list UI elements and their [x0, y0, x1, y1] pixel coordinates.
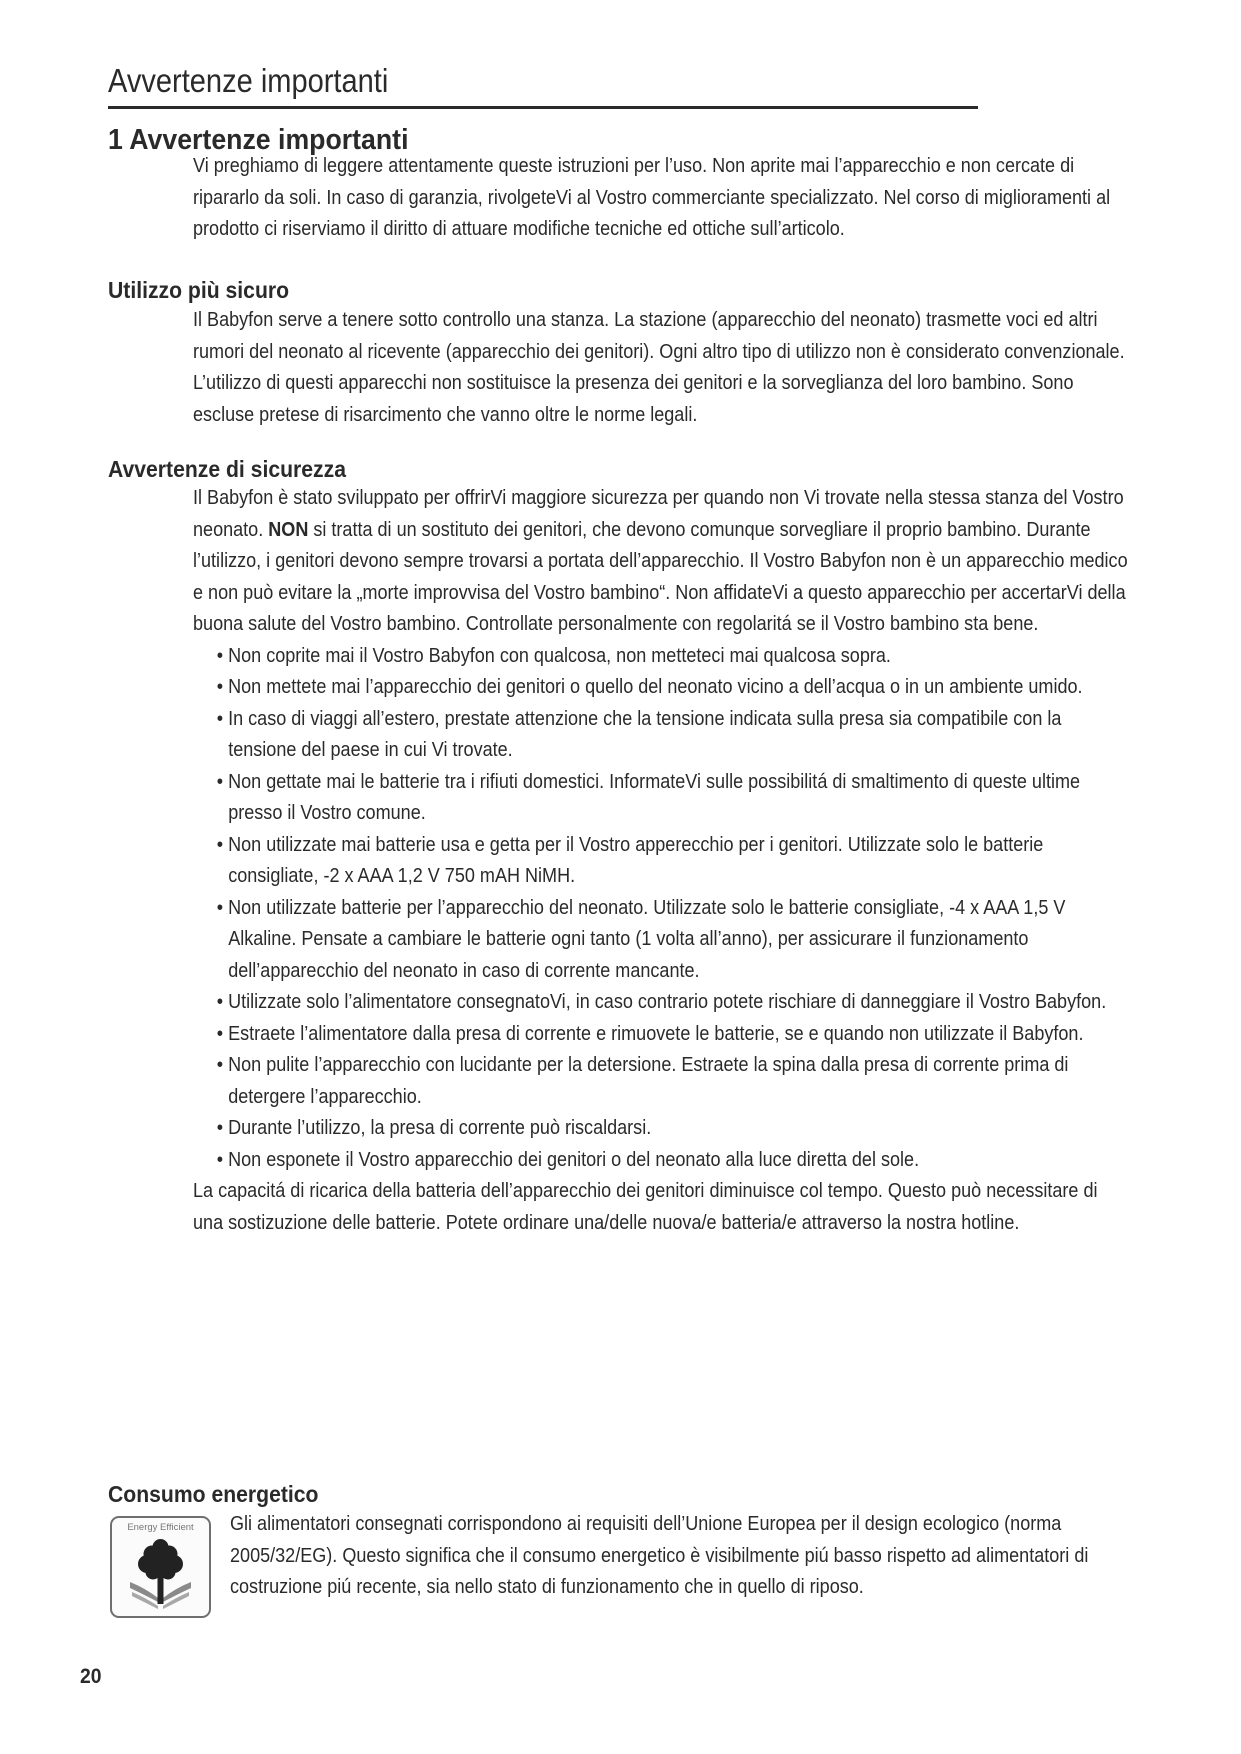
- safety-intro-before: Il Babyfon è stato sviluppato per offrirVi maggiore sicurezza per quando non Vi trovate nella stessa stanza del Vostro neonato.: [193, 486, 1124, 541]
- list-item: • Non esponete il Vostro apparecchio dei genitori o del neonato alla luce diretta del sole.: [193, 1144, 1130, 1176]
- safe-use-text: Il Babyfon serve a tenere sotto controllo una stanza. La stazione (apparecchio del neonato) trasmette voci ed altri rumori del neonato al ricevente (apparecchio dei genitori). Ogni altro tipo di utilizzo non è considerato convenzionale. L’utilizzo di questi apparecchi non sostituisce la presenza dei genitori e la sorveglianza del loro bambino. Sono escluse pretese di risarcimento che vanno oltre le norme legali.: [193, 308, 1125, 426]
- list-item: • Non coprite mai il Vostro Babyfon con qualcosa, non metteteci mai qualcosa sopra.: [193, 640, 1130, 672]
- energy-efficient-badge: [110, 1516, 211, 1618]
- safety-block: [193, 482, 1193, 1238]
- section-title-energy: Consumo energetico: [108, 1481, 319, 1507]
- safe-use-paragraph: [193, 304, 1193, 430]
- safety-outro-paragraph: La capacitá di ricarica della batteria dell’apparecchio dei genitori diminuisce col tempo. Questo può necessitare di una sostizuzione delle batterie. Potete ordinare una/delle nuova/e batteria/e attraverso la nostra hotline.: [193, 1179, 1098, 1234]
- list-item: • In caso di viaggi all’estero, prestate attenzione che la tensione indicata sulla presa sia compatibile con la tensione del paese in cui Vi trovate.: [193, 703, 1130, 766]
- safety-intro-paragraph: [193, 482, 1130, 640]
- page-number: 20: [80, 1665, 102, 1688]
- safety-bullet-list: [193, 640, 1130, 1176]
- list-item: • Non pulite l’apparecchio con lucidante per la detersione. Estraete la spina dalla presa di corrente prima di detergere l’apparecchio.: [193, 1049, 1130, 1112]
- chapter-title: 1 Avvertenze importanti: [108, 124, 409, 156]
- list-item: • Non mettete mai l’apparecchio dei genitori o quello del neonato vicino a dell’acqua o in un ambiente umido.: [193, 671, 1130, 703]
- energy-badge-label: Energy Efficient: [127, 1522, 194, 1533]
- energy-text: Gli alimentatori consegnati corrispondono ai requisiti dell’Unione Europea per il design ecologico (norma 2005/32/EG). Questo significa che il consumo energetico è visibilmente piú basso rispetto ad alimentatori di costruzione piú recente, sia nello stato di funzionamento che in quello di riposo.: [230, 1512, 1089, 1598]
- list-item: • Non utilizzate mai batterie usa e getta per il Vostro apperecchio per i genitori. Utilizzate solo le batterie consigliate, -2 x AAA 1,2 V 750 mAH NiMH.: [193, 829, 1130, 892]
- list-item: • Non gettate mai le batterie tra i rifiuti domestici. InformateVi sulle possibilitá di smaltimento di queste ultime presso il Vostro comune.: [193, 766, 1130, 829]
- tree-leaf-icon: [125, 1538, 196, 1612]
- safety-intro-after: si tratta di un sostituto dei genitori, che devono comunque sorvegliare il proprio bambino. Durante l’utilizzo, i genitori devono sempre trovarsi a portata dell’apparecchio. Il Vostro Babyfon non è un apparecchio medico e non può evitare la „morte improvvisa del Vostro bambino“. Non affidateVi a questo apparecchio per accertarVi della buona salute del Vostro bambino. Controllate personalmente con regolaritá se il Vostro bambino sta bene.: [193, 517, 1128, 635]
- section-title-safety: Avvertenze di sicurezza: [108, 456, 346, 482]
- running-header-title: Avvertenze importanti: [108, 62, 389, 99]
- intro-text: Vi preghiamo di leggere attentamente queste istruzioni per l’uso. Non aprite mai l’apparecchio e non cercate di ripararlo da soli. In caso di garanzia, rivolgeteVi al Vostro commerciante specializzato. Nel corso di miglioramenti al prodotto ci riserviamo il diritto di attuare modifiche tecniche ed ottiche sull’articolo.: [193, 154, 1111, 240]
- energy-paragraph: [230, 1508, 1170, 1603]
- intro-paragraph: [193, 150, 1193, 245]
- safety-intro-bold: NON: [268, 517, 309, 541]
- safety-body: [193, 482, 1130, 1238]
- list-item: • Utilizzate solo l’alimentatore consegnatoVi, in caso contrario potete rischiare di danneggiare il Vostro Babyfon.: [193, 986, 1130, 1018]
- list-item: • Estraete l’alimentatore dalla presa di corrente e rimuovete le batterie, se e quando non utilizzate il Babyfon.: [193, 1018, 1130, 1050]
- list-item: • Non utilizzate batterie per l’apparecchio del neonato. Utilizzate solo le batterie consigliate, -4 x AAA 1,5 V Alkaline. Pensate a cambiare le batterie ogni tanto (1 volta all’anno), per assicurare il funzionamento dell’apparecchio del neonato in caso di corrente mancante.: [193, 892, 1130, 987]
- section-title-safe-use: Utilizzo più sicuro: [108, 277, 290, 303]
- list-item: • Durante l’utilizzo, la presa di corrente può riscaldarsi.: [193, 1112, 1130, 1144]
- header-rule: [108, 106, 978, 109]
